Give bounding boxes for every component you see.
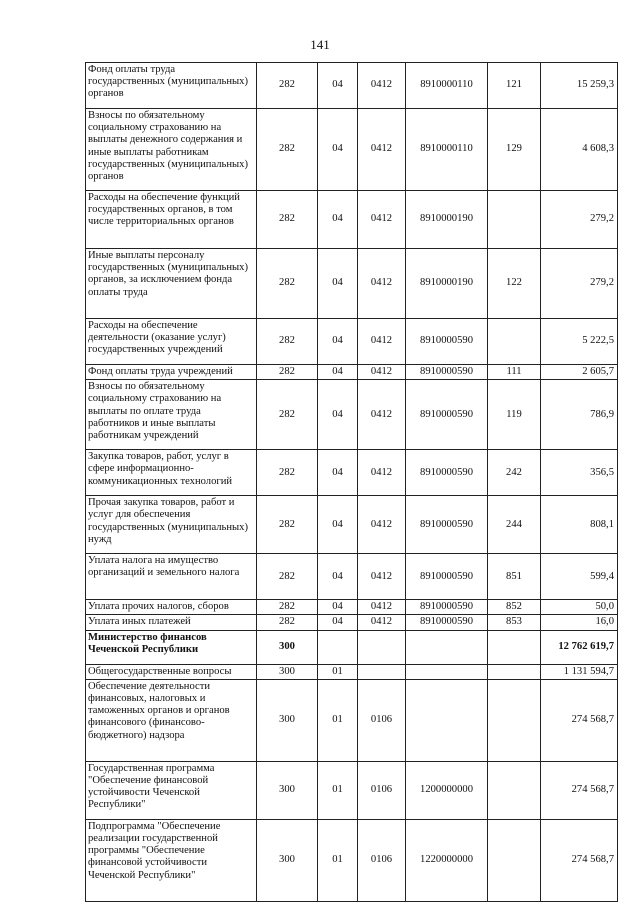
table-row	[86, 630, 618, 664]
row-section-code: 04	[318, 380, 358, 450]
row-gr-code: 282	[257, 380, 318, 450]
row-section-code: 04	[318, 600, 358, 615]
row-gr-code: 282	[257, 615, 318, 630]
row-subsection-code: 0412	[358, 319, 406, 365]
row-expense-type: 851	[488, 554, 541, 600]
row-amount: 1 131 594,7	[541, 664, 618, 679]
row-target-article: 8910000590	[406, 600, 488, 615]
row-section-code: 01	[318, 761, 358, 819]
budget-table	[85, 62, 618, 902]
row-name: Взносы по обязательному социальному страхованию на выплаты по оплате труда работников и иные выплаты работникам учреждений	[86, 380, 257, 450]
row-expense-type: 122	[488, 249, 541, 319]
row-target-article: 8910000110	[406, 109, 488, 191]
table-row	[86, 191, 618, 249]
table-row	[86, 450, 618, 496]
row-gr-code: 282	[257, 365, 318, 380]
table-row	[86, 679, 618, 761]
page-number: 141	[310, 37, 330, 52]
row-gr-code: 282	[257, 249, 318, 319]
row-gr-code: 282	[257, 109, 318, 191]
table-row	[86, 63, 618, 109]
row-subsection-code	[358, 664, 406, 679]
table-row	[86, 365, 618, 380]
row-gr-code: 300	[257, 761, 318, 819]
row-target-article: 8910000590	[406, 319, 488, 365]
row-expense-type	[488, 664, 541, 679]
row-target-article: 8910000590	[406, 380, 488, 450]
row-name: Взносы по обязательному социальному страхованию на выплаты денежного содержания и иные выплаты работникам государственных (муниципальных) органов	[86, 109, 257, 191]
row-name: Расходы на обеспечение функций государственных органов, в том числе территориальных органов	[86, 191, 257, 249]
row-gr-code: 300	[257, 630, 318, 664]
row-subsection-code: 0412	[358, 615, 406, 630]
row-target-article: 8910000590	[406, 450, 488, 496]
row-gr-code: 300	[257, 679, 318, 761]
row-expense-type	[488, 319, 541, 365]
row-name: Обеспечение деятельности финансовых, налоговых и таможенных органов и органов финансового (финансово-бюджетного) надзора	[86, 679, 257, 761]
row-target-article: 8910000590	[406, 554, 488, 600]
row-section-code: 01	[318, 819, 358, 901]
table-row	[86, 615, 618, 630]
row-name: Подпрограмма "Обеспечение реализации государственной программы "Обеспечение финансовой устойчивости Чеченской Республики"	[86, 819, 257, 901]
row-name: Уплата налога на имущество организаций и земельного налога	[86, 554, 257, 600]
row-expense-type: 111	[488, 365, 541, 380]
row-target-article: 8910000110	[406, 63, 488, 109]
row-expense-type: 121	[488, 63, 541, 109]
row-amount: 16,0	[541, 615, 618, 630]
row-target-article: 8910000590	[406, 615, 488, 630]
table-row	[86, 109, 618, 191]
row-subsection-code: 0412	[358, 63, 406, 109]
row-gr-code: 282	[257, 600, 318, 615]
row-section-code: 04	[318, 319, 358, 365]
row-amount: 599,4	[541, 554, 618, 600]
row-section-code: 04	[318, 554, 358, 600]
row-expense-type	[488, 191, 541, 249]
row-gr-code: 282	[257, 191, 318, 249]
row-amount: 2 605,7	[541, 365, 618, 380]
table-row	[86, 496, 618, 554]
row-subsection-code: 0412	[358, 380, 406, 450]
row-expense-type	[488, 679, 541, 761]
row-expense-type: 119	[488, 380, 541, 450]
row-expense-type	[488, 819, 541, 901]
row-name: Фонд оплаты труда учреждений	[86, 365, 257, 380]
row-amount: 274 568,7	[541, 761, 618, 819]
row-section-code: 04	[318, 63, 358, 109]
row-target-article: 8910000590	[406, 496, 488, 554]
row-expense-type: 852	[488, 600, 541, 615]
row-gr-code: 282	[257, 450, 318, 496]
row-name: Прочая закупка товаров, работ и услуг для обеспечения государственных (муниципальных) нужд	[86, 496, 257, 554]
row-amount: 12 762 619,7	[541, 630, 618, 664]
table-row	[86, 319, 618, 365]
table-row	[86, 554, 618, 600]
row-subsection-code: 0412	[358, 365, 406, 380]
row-amount: 274 568,7	[541, 679, 618, 761]
row-name: Уплата прочих налогов, сборов	[86, 600, 257, 615]
row-gr-code: 300	[257, 819, 318, 901]
row-amount: 274 568,7	[541, 819, 618, 901]
row-name: Общегосударственные вопросы	[86, 664, 257, 679]
budget-table-body	[86, 63, 618, 902]
row-amount: 786,9	[541, 380, 618, 450]
row-name: Фонд оплаты труда государственных (муниципальных) органов	[86, 63, 257, 109]
row-amount: 279,2	[541, 191, 618, 249]
row-amount: 5 222,5	[541, 319, 618, 365]
row-target-article	[406, 664, 488, 679]
row-name: Иные выплаты персоналу государственных (муниципальных) органов, за исключением фонда оплаты труда	[86, 249, 257, 319]
row-amount: 15 259,3	[541, 63, 618, 109]
row-subsection-code: 0412	[358, 554, 406, 600]
row-expense-type	[488, 630, 541, 664]
row-target-article: 1220000000	[406, 819, 488, 901]
row-name: Закупка товаров, работ, услуг в сфере информационно-коммуникационных технологий	[86, 450, 257, 496]
table-row	[86, 380, 618, 450]
row-name: Государственная программа "Обеспечение финансовой устойчивости Чеченской Республики"	[86, 761, 257, 819]
row-subsection-code: 0106	[358, 819, 406, 901]
row-expense-type	[488, 761, 541, 819]
row-section-code: 04	[318, 249, 358, 319]
row-amount: 279,2	[541, 249, 618, 319]
row-name: Уплата иных платежей	[86, 615, 257, 630]
table-row	[86, 819, 618, 901]
row-subsection-code: 0412	[358, 450, 406, 496]
row-expense-type: 242	[488, 450, 541, 496]
row-target-article: 1200000000	[406, 761, 488, 819]
row-section-code	[318, 630, 358, 664]
table-row	[86, 761, 618, 819]
row-section-code: 04	[318, 450, 358, 496]
row-target-article: 8910000190	[406, 191, 488, 249]
row-section-code: 04	[318, 365, 358, 380]
row-section-code: 04	[318, 109, 358, 191]
row-section-code: 01	[318, 679, 358, 761]
row-section-code: 04	[318, 191, 358, 249]
table-row	[86, 664, 618, 679]
row-target-article: 8910000190	[406, 249, 488, 319]
row-gr-code: 282	[257, 319, 318, 365]
row-amount: 808,1	[541, 496, 618, 554]
row-amount: 4 608,3	[541, 109, 618, 191]
row-amount: 356,5	[541, 450, 618, 496]
row-amount: 50,0	[541, 600, 618, 615]
row-name: Расходы на обеспечение деятельности (оказание услуг) государственных учреждений	[86, 319, 257, 365]
row-subsection-code: 0412	[358, 249, 406, 319]
row-section-code: 04	[318, 496, 358, 554]
row-expense-type: 853	[488, 615, 541, 630]
row-subsection-code: 0412	[358, 496, 406, 554]
row-subsection-code: 0412	[358, 109, 406, 191]
row-target-article	[406, 679, 488, 761]
table-row	[86, 249, 618, 319]
row-subsection-code	[358, 630, 406, 664]
row-gr-code: 300	[257, 664, 318, 679]
row-expense-type: 244	[488, 496, 541, 554]
row-subsection-code: 0412	[358, 191, 406, 249]
row-section-code: 01	[318, 664, 358, 679]
row-gr-code: 282	[257, 63, 318, 109]
row-gr-code: 282	[257, 554, 318, 600]
row-section-code: 04	[318, 615, 358, 630]
row-subsection-code: 0106	[358, 761, 406, 819]
row-name: Министерство финансов Чеченской Республики	[86, 630, 257, 664]
row-expense-type: 129	[488, 109, 541, 191]
row-target-article: 8910000590	[406, 365, 488, 380]
row-gr-code: 282	[257, 496, 318, 554]
row-subsection-code: 0412	[358, 600, 406, 615]
row-subsection-code: 0106	[358, 679, 406, 761]
table-row	[86, 600, 618, 615]
row-target-article	[406, 630, 488, 664]
